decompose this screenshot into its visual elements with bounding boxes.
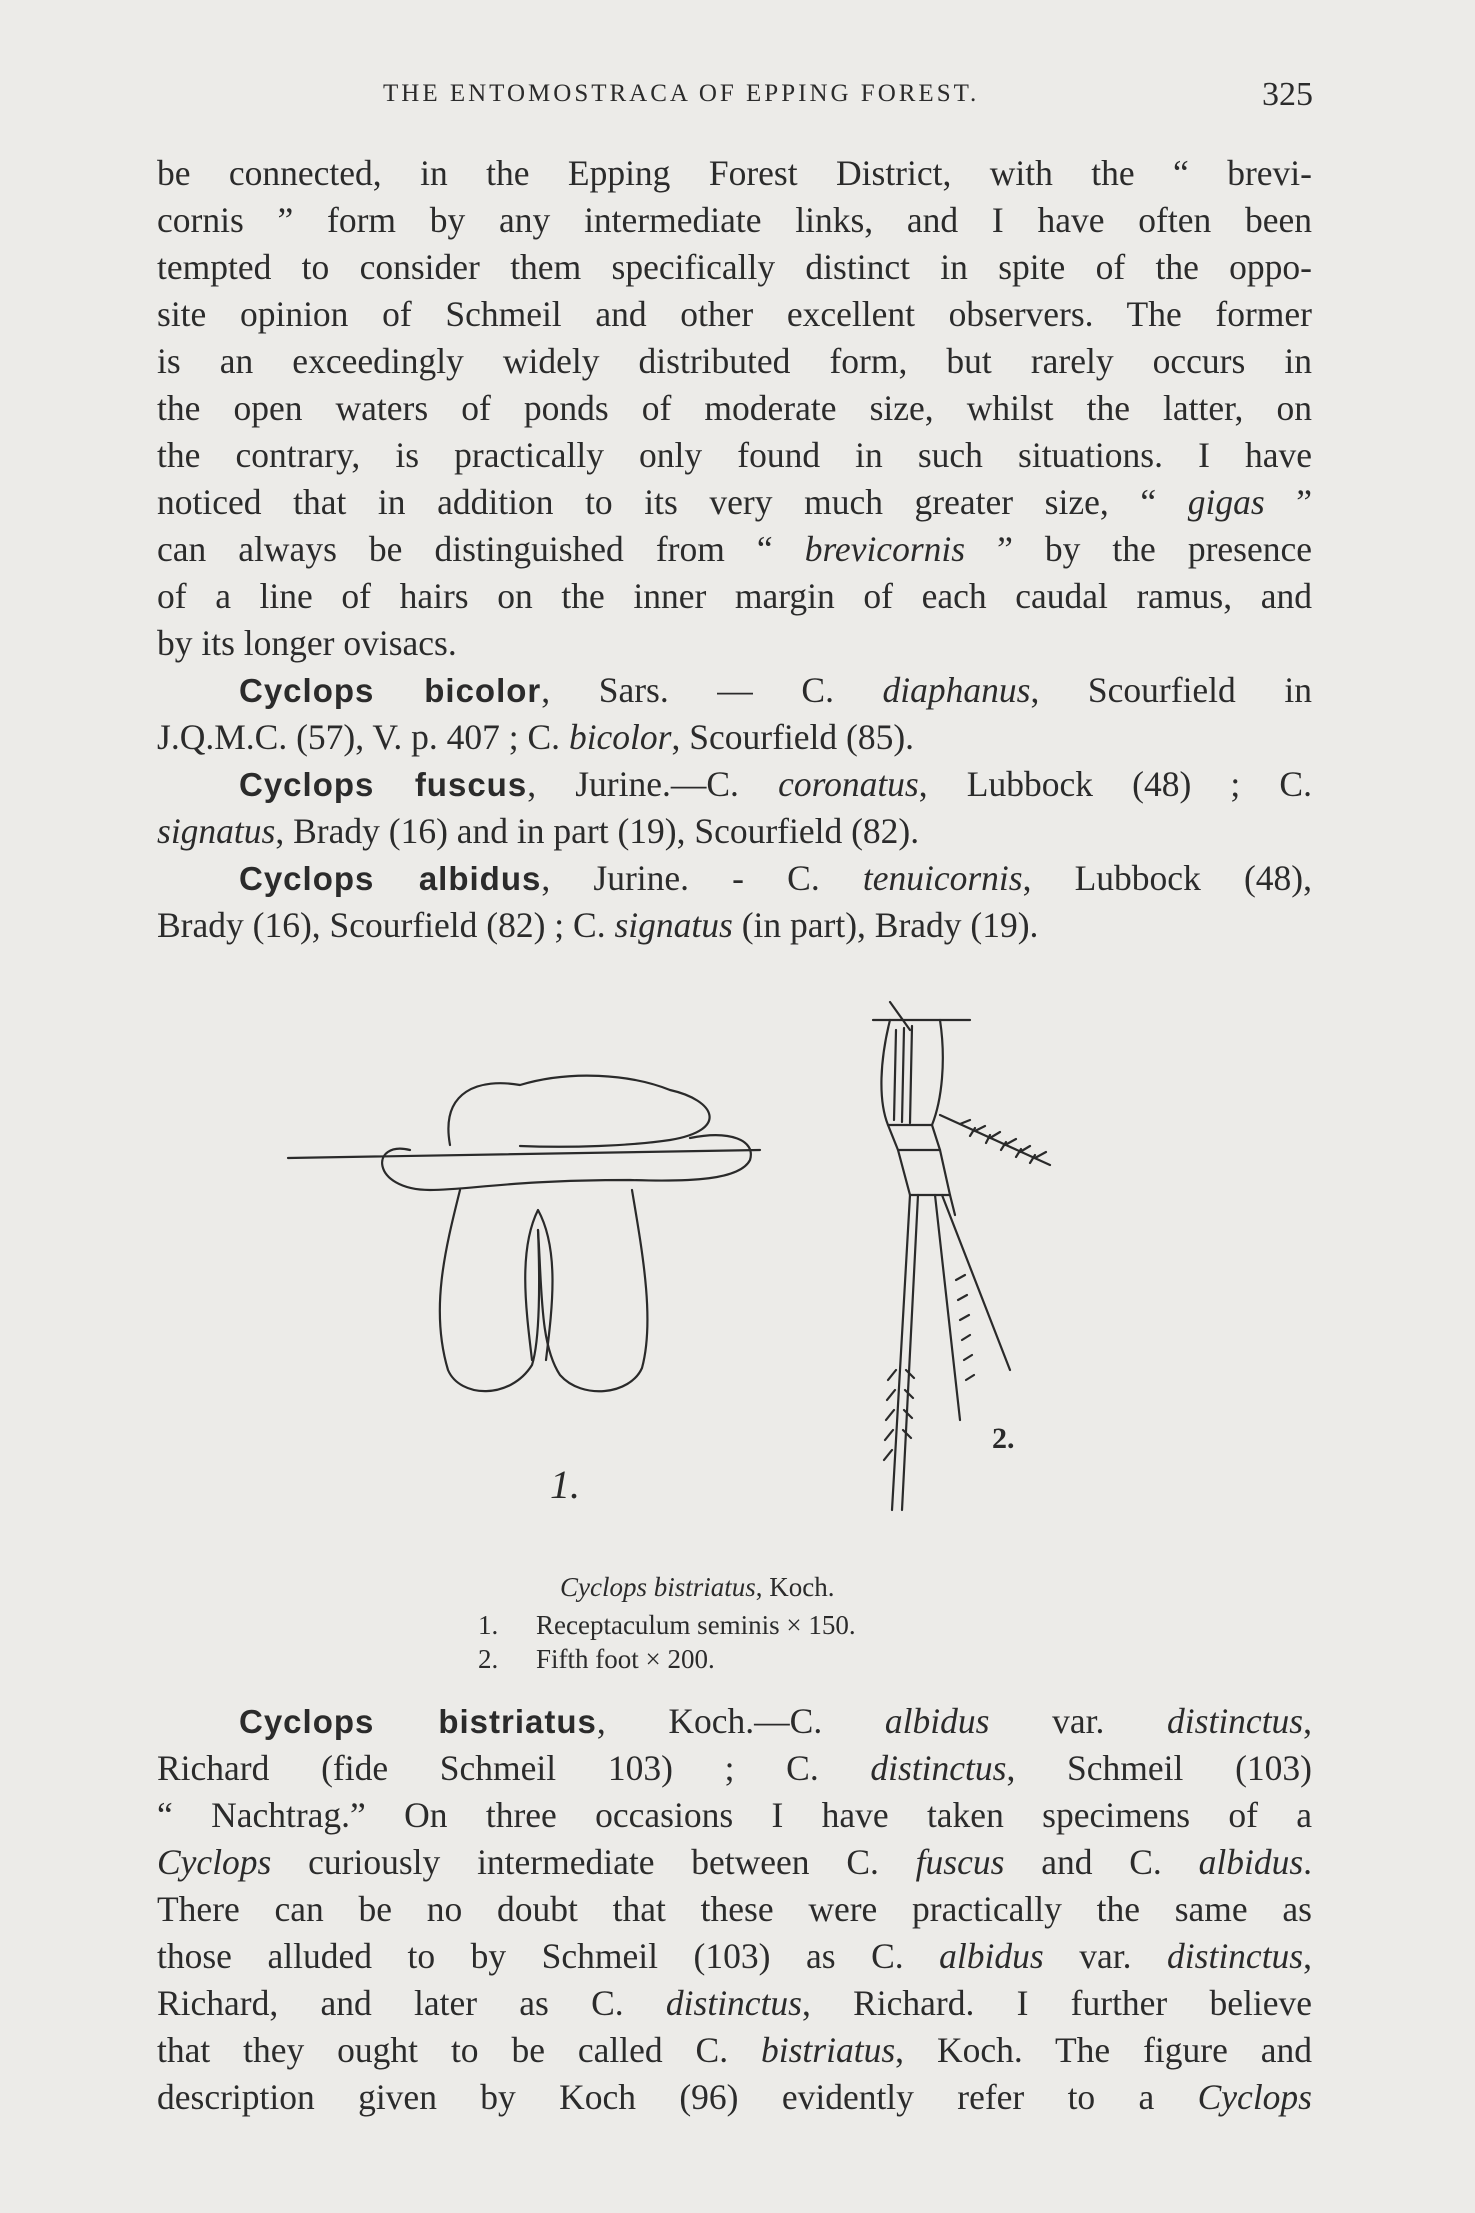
fifth-foot-drawing [873,1002,1050,1510]
text-line: Richard (fide Schmeil 103) ; C. distinctus, Schmeil (103) [157,1748,1312,1788]
entry-fuscus: Cyclops fuscus, Jurine.—C. coronatus, Lubbock (48) ; C. [239,764,1312,804]
figure-illustration [270,990,1290,1550]
entry-bicolor: Cyclops bicolor, Sars. — C. diaphanus, Scourfield in [239,670,1312,710]
species-name: Cyclops fuscus [239,766,528,803]
text-line: There can be no doubt that these were practically the same as [157,1889,1312,1929]
text-line: signatus, Brady (16) and in part (19), Scourfield (82). [157,811,920,851]
caption-title: Cyclops bistriatus, Koch. [560,1572,835,1602]
caption-item: 2. Fifth foot × 200. [478,1644,715,1674]
text-line: that they ought to be called C. bistriatus, Koch. The figure and [157,2030,1313,2070]
text-line: Cyclops curiously intermediate between C. fuscus and C. albidus. [157,1842,1313,1882]
text-line: description given by Koch (96) evidently refer to a Cyclops [157,2077,1312,2117]
text-line: those alluded to by Schmeil (103) as C. albidus var. distinctus, [157,1936,1312,1976]
text-line: tempted to consider them specifically distinct in spite of the oppo- [157,247,1312,287]
text-line: of a line of hairs on the inner margin of each caudal ramus, and [157,576,1312,616]
text-line: cornis ” form by any intermediate links, and I have often been [157,200,1312,240]
text-line: noticed that in addition to its very much greater size, “ gigas ” [157,482,1312,522]
text-line: J.Q.M.C. (57), V. p. 407 ; C. bicolor, Scourfield (85). [157,717,915,757]
page-number: 325 [1262,76,1313,113]
caption-item: 1. Receptaculum seminis × 150. [478,1610,856,1640]
text-line: by its longer ovisacs. [157,623,457,663]
text-line: be connected, in the Epping Forest District, with the “ brevi- [157,153,1312,193]
figure-label-1: 1. [550,1462,580,1507]
text-line: site opinion of Schmeil and other excellent observers. The former [157,294,1312,334]
figure-label-2: 2. [992,1422,1015,1455]
species-name: Cyclops bistriatus [239,1703,597,1740]
species-name: Cyclops albidus [239,860,542,897]
text-line: Brady (16), Scourfield (82) ; C. signatus (in part), Brady (19). [157,905,1039,945]
entry-bistriatus: Cyclops bistriatus, Koch.—C. albidus var. distinctus, [239,1701,1312,1741]
text-line: “ Nachtrag.” On three occasions I have taken specimens of a [157,1795,1312,1835]
text-line: is an exceedingly widely distributed form, but rarely occurs in [157,341,1312,381]
text-line: can always be distinguished from “ brevicornis ” by the presence [157,529,1313,569]
text-line: the contrary, is practically only found in such situations. I have [157,435,1312,475]
main-text-upper [157,150,1312,949]
receptaculum-seminis-drawing [288,1076,760,1392]
text-line: the open waters of ponds of moderate size, whilst the latter, on [157,388,1312,428]
main-text-lower [157,1698,1312,2121]
entry-albidus: Cyclops albidus, Jurine. - C. tenuicornis, Lubbock (48), [239,858,1312,898]
species-name: Cyclops bicolor [239,672,542,709]
text-line: Richard, and later as C. distinctus, Richard. I further believe [157,1983,1312,2023]
running-title: THE ENTOMOSTRACA OF EPPING FOREST. [383,80,980,107]
